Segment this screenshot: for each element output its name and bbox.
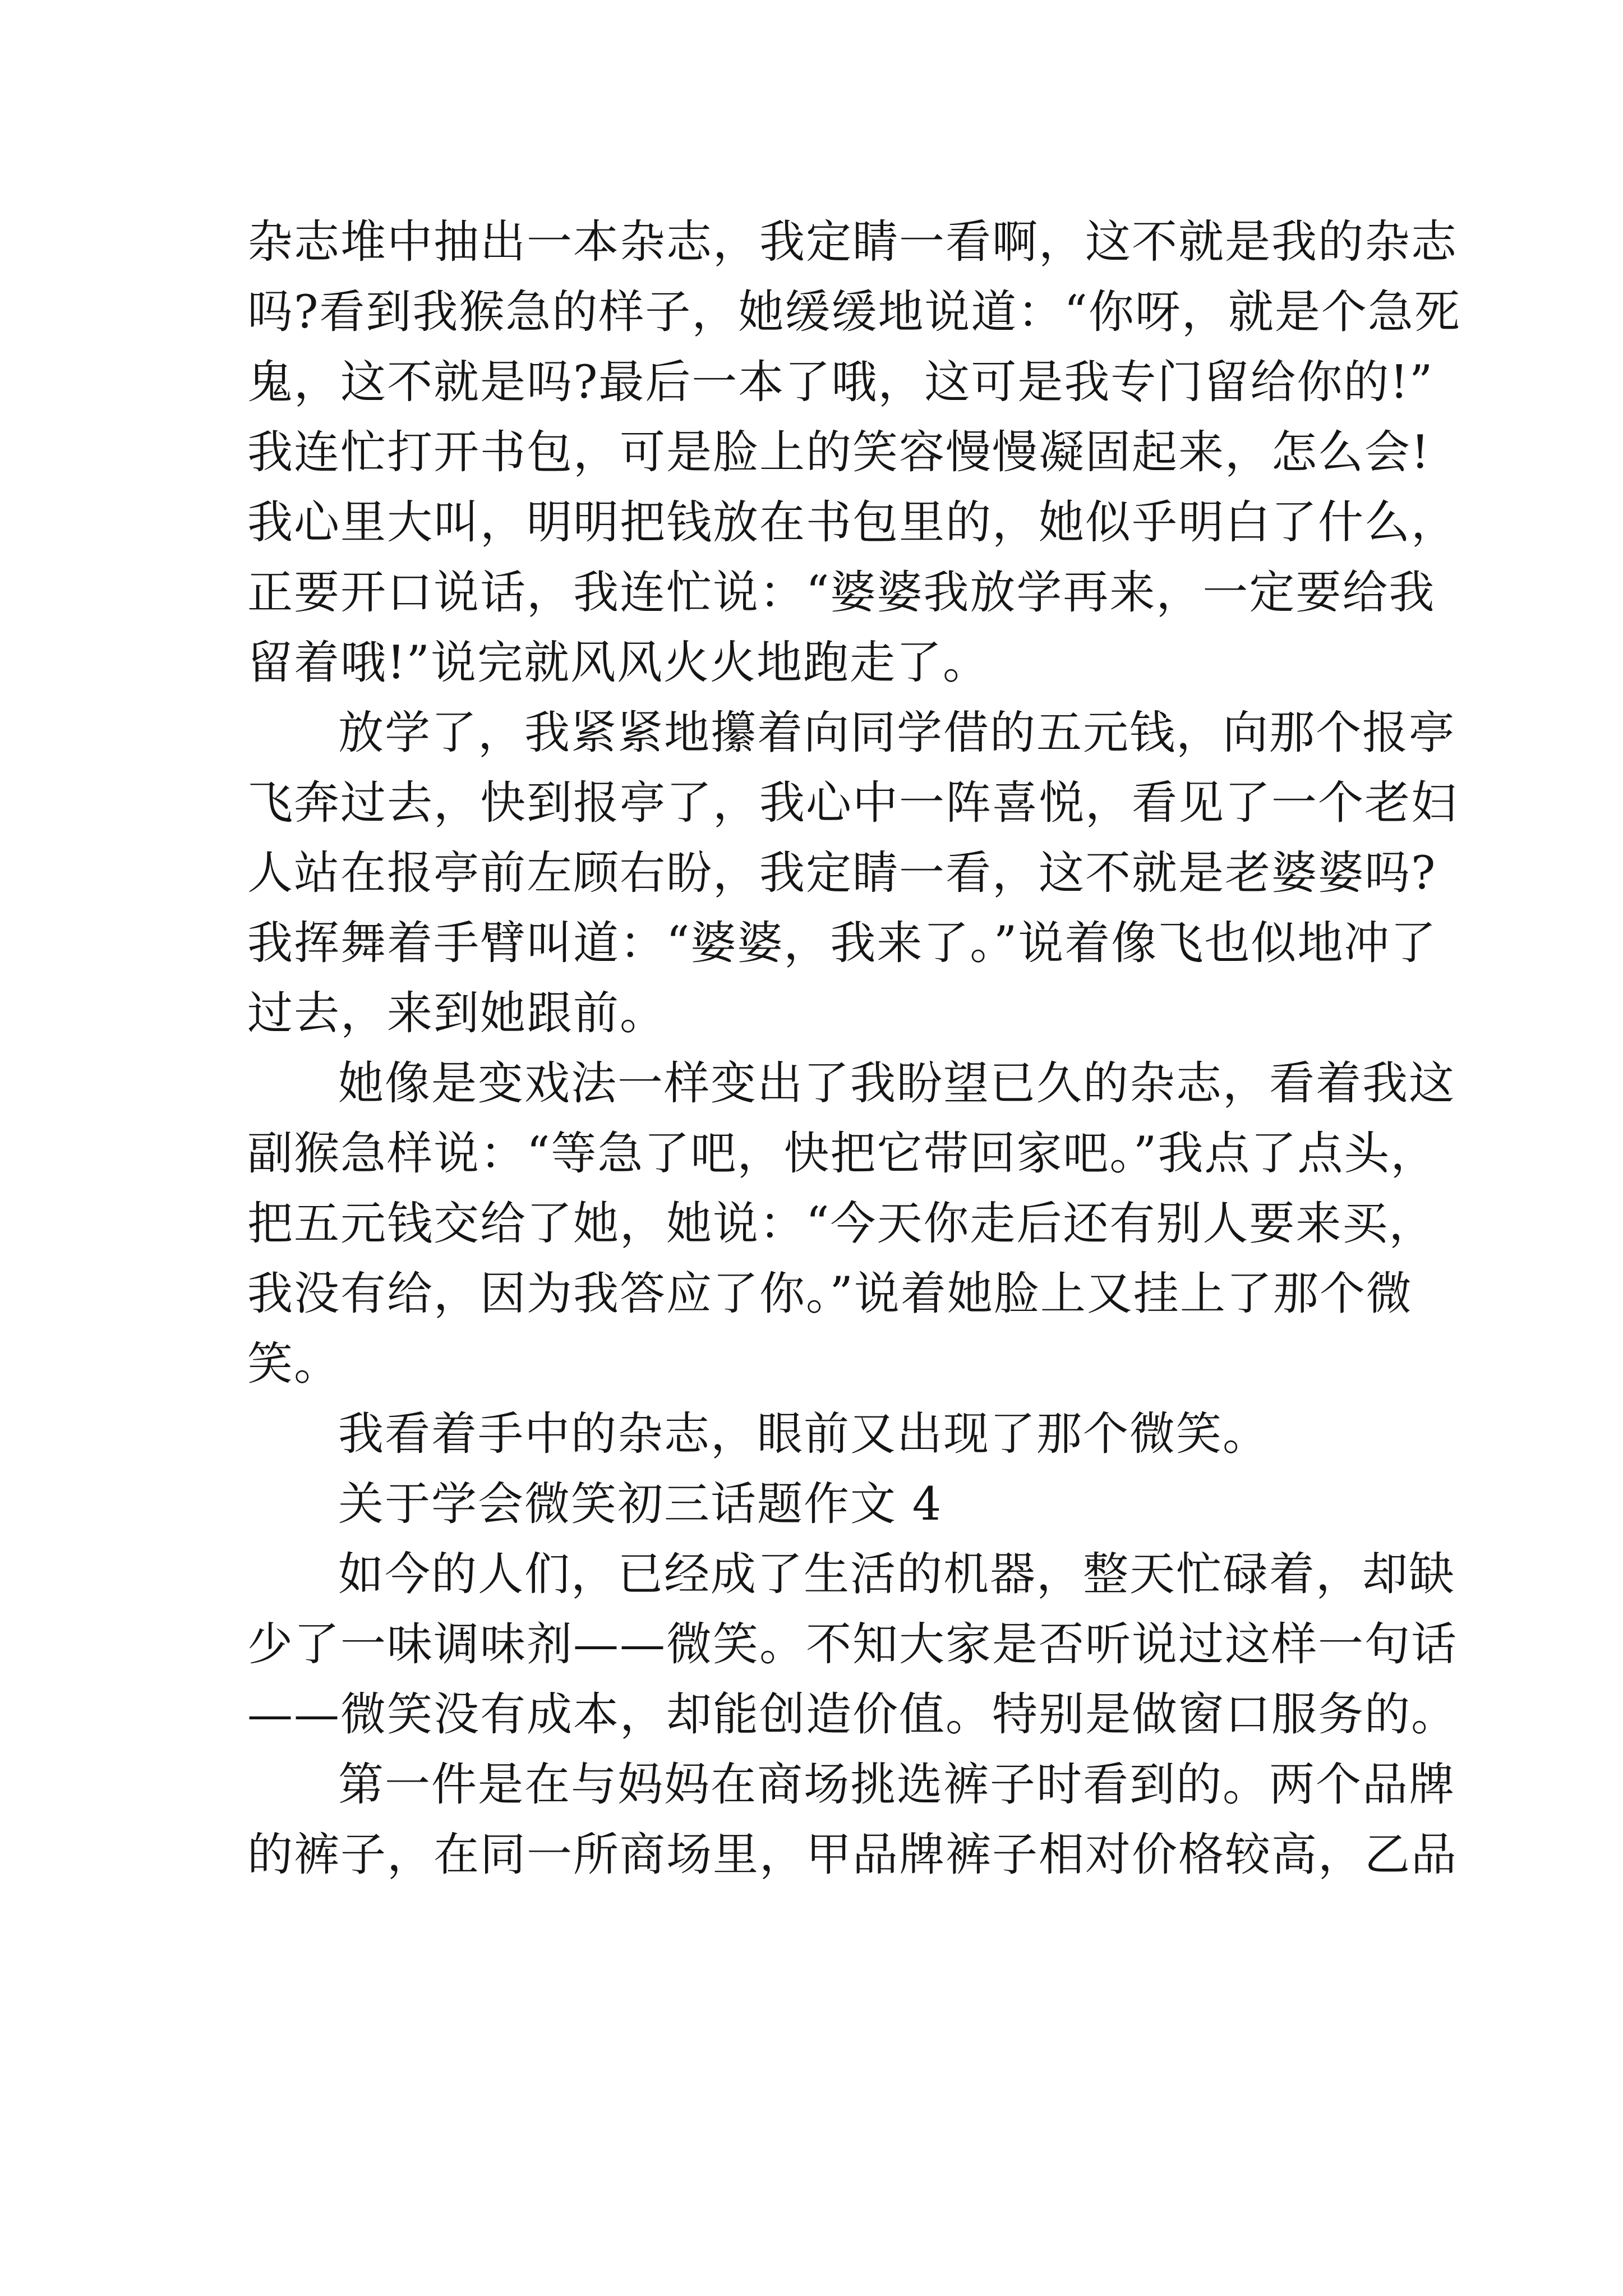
text-line: 正要开口说话，我连忙说：“婆婆我放学再来，一定要给我 [247,567,1436,619]
paragraph-2 [247,698,1458,1049]
paragraph-6 [247,1750,1458,1890]
text-line: 笑。 [247,1338,341,1391]
document-body [247,208,1461,1890]
text-line: 放学了，我紧紧地攥着向同学借的五元钱，向那个报亭 [338,707,1456,760]
text-line: 她像是变戏法一样变出了我盼望已久的杂志，看着我这 [338,1057,1456,1110]
text-line: 留着哦!”说完就风风火火地跑走了。 [247,637,989,689]
text-line: 鬼，这不就是吗?最后一本了哦，这可是我专门留给你的!” [247,356,1434,409]
text-line: 第一件是在与妈妈在商场挑选裤子时看到的。两个品牌 [338,1759,1456,1811]
text-line: 副猴急样说：“等急了吧，快把它带回家吧。”我点了点头， [247,1128,1437,1180]
text-line: 如今的人们，已经成了生活的机器，整天忙碌着，却缺 [338,1548,1456,1601]
paragraph-1 [247,208,1461,698]
text-line: 少了一味调味剂——微笑。不知大家是否听说过这样一句话 [247,1618,1458,1671]
text-line: 过去，来到她跟前。 [247,987,667,1040]
paragraph-3 [247,1049,1456,1400]
essay-heading [247,1470,1403,1540]
paragraph-5 [247,1540,1458,1750]
text-line: ——微笑没有成本，却能创造价值。特别是做窗口服务的。 [247,1688,1458,1741]
text-line: 的裤子，在同一所商场里，甲品牌裤子相对价格较高，乙品 [247,1829,1458,1881]
text-line: 我心里大叫，明明把钱放在书包里的，她似乎明白了什么， [247,496,1458,549]
paragraph-4 [247,1400,1403,1470]
text-line: 我没有给，因为我答应了你。”说着她脸上又挂上了那个微 [247,1268,1413,1320]
text-line: 我连忙打开书包，可是脸上的笑容慢慢凝固起来，怎么会! [247,426,1431,479]
text-line: 杂志堆中抽出一本杂志，我定睛一看啊，这不就是我的杂志 [247,216,1458,269]
text-line: 人站在报亭前左顾右盼，我定睛一看，这不就是老婆婆吗? [247,847,1437,900]
text-line: 吗?看到我猴急的样子，她缓缓地说道：“你呀，就是个急死 [247,286,1461,339]
text-line: 把五元钱交给了她，她说：“今天你走后还有别人要来买， [247,1198,1436,1250]
text-line: 关于学会微笑初三话题作文 4 [338,1478,943,1531]
text-line: 我挥舞着手臂叫道：“婆婆，我来了。”说着像飞也似地冲了 [247,917,1437,970]
text-line: 我看着手中的杂志，眼前又出现了那个微笑。 [338,1408,1270,1461]
text-line: 飞奔过去，快到报亭了，我心中一阵喜悦，看见了一个老妇 [247,777,1458,830]
